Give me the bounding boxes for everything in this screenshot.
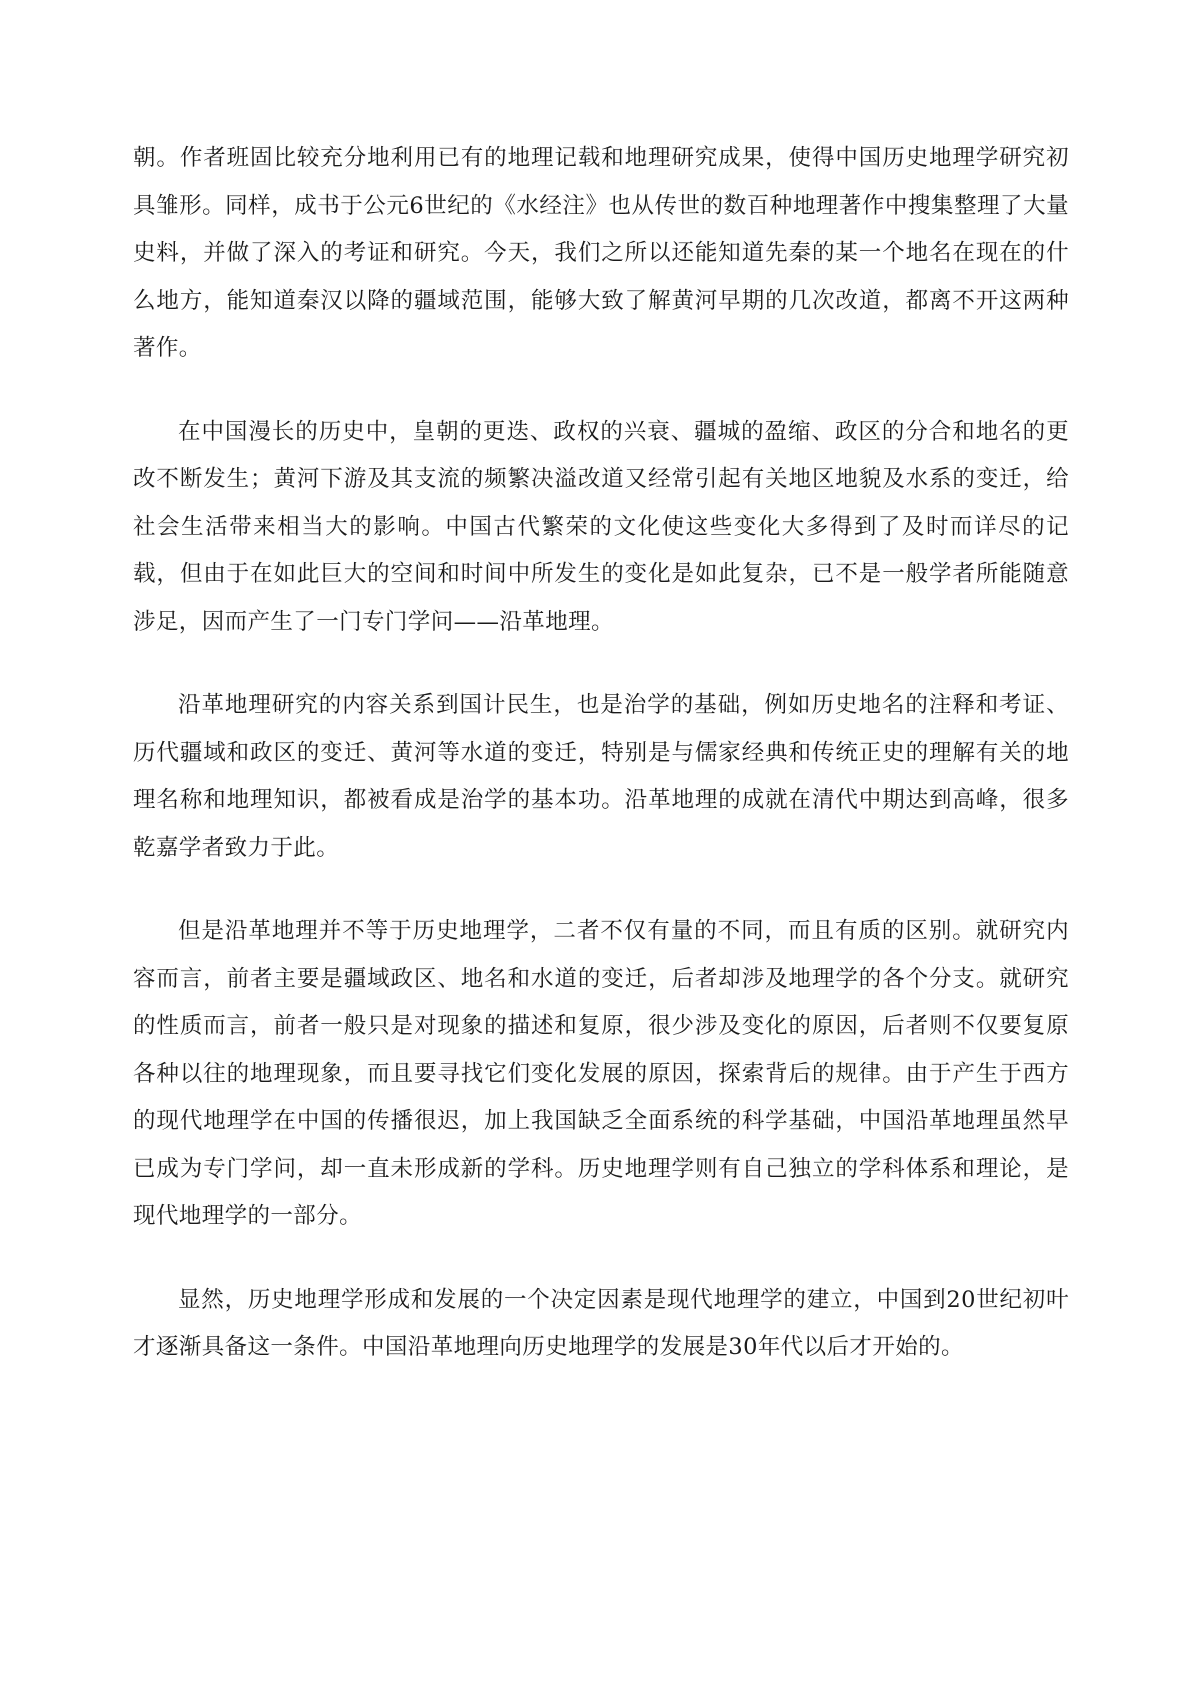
paragraph-2: 在中国漫长的历史中，皇朝的更迭、政权的兴衰、疆城的盈缩、政区的分合和地名的更改不断发生；黄河下游及其支流的频繁决溢改道又经常引起有关地区地貌及水系的变迁，给社会生活带来相当大的影响。中国古代繁荣的文化使这些变化大多得到了及时而详尽的记载，但由于在如此巨大的空间和时间中所发生的变化是如此复杂，已不是一般学者所能随意涉足，因而产生了一门专门学问——沿革地理。: [133, 418, 1069, 635]
paragraph-4: 但是沿革地理并不等于历史地理学，二者不仅有量的不同，而且有质的区别。就研究内容而言，前者主要是疆域政区、地名和水道的变迁，后者却涉及地理学的各个分支。就研究的性质而言，前者一般只是对现象的描述和复原，很少涉及变化的原因，后者则不仅要复原各种以往的地理现象，而且要寻找它们变化发展的原因，探索背后的规律。由于产生于西方的现代地理学在中国的传播很迟，加上我国缺乏全面系统的科学基础，中国沿革地理虽然早已成为专门学问，却一直未形成新的学科。历史地理学则有自己独立的学科体系和理论，是现代地理学的一部分。: [133, 918, 1069, 1229]
paragraph-3: 沿革地理研究的内容关系到国计民生，也是治学的基础，例如历史地名的注释和考证、历代疆域和政区的变迁、黄河等水道的变迁，特别是与儒家经典和传统正史的理解有关的地理名称和地理知识，都被看成是治学的基本功。沿革地理的成就在清代中期达到高峰，很多乾嘉学者致力于此。: [133, 692, 1069, 861]
document-body: [133, 135, 1069, 1408]
paragraph-1: 朝。作者班固比较充分地利用已有的地理记载和地理研究成果，使得中国历史地理学研究初具雏形。同样，成书于公元6世纪的《水经注》也从传世的数百种地理著作中搜集整理了大量史料，并做了深入的考证和研究。今天，我们之所以还能知道先秦的某一个地名在现在的什么地方，能知道秦汉以降的疆域范围，能够大致了解黄河早期的几次改道，都离不开这两种著作。: [133, 145, 1069, 361]
paragraph-5: 显然，历史地理学形成和发展的一个决定因素是现代地理学的建立，中国到20世纪初叶才逐渐具备这一条件。中国沿革地理向历史地理学的发展是30年代以后才开始的。: [133, 1286, 1069, 1360]
